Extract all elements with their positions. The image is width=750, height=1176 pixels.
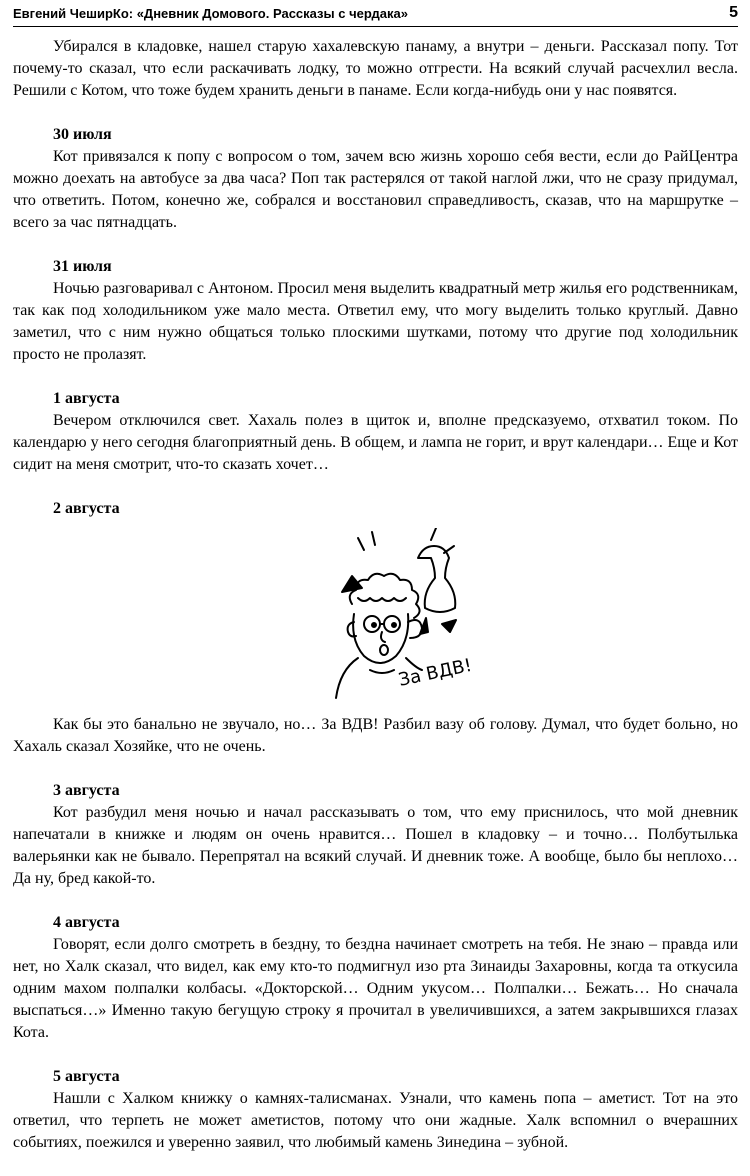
entry-date: 5 августа (53, 1068, 120, 1085)
page-number: 5 (729, 4, 738, 21)
entry-date: 2 августа (53, 500, 120, 517)
entry-date: 30 июля (53, 126, 112, 143)
diary-content (13, 36, 738, 1176)
entry-date: 4 августа (53, 914, 120, 931)
entry-date: 1 августа (53, 390, 120, 407)
entry-text: Как бы это банально не звучало, но… За ВДВ! Разбил вазу об голову. Думал, что будет больно, но Хахаль сказал Хозяйке, что не очень. (13, 716, 738, 755)
diary-entry (13, 256, 738, 366)
cartoon-illustration (318, 528, 478, 708)
illustration-caption: За ВДВ! (396, 654, 474, 691)
diary-entry (13, 1066, 738, 1154)
entry-text: Ночью разговаривал с Антоном. Просил меня выделить квадратный метр жилья его родственникам, так как под холодильником уже мало места. Ответил ему, что могу выделить только круглый. Давно заметил, что с ним нужно общаться только плоскими шутками, потому что другие под холодильник просто не пролазят. (13, 280, 738, 363)
running-title: Евгений ЧеширКо: «Дневник Домового. Рассказы с чердака» (13, 6, 408, 21)
diary-entry (13, 912, 738, 1044)
entry-text: Кот разбудил меня ночью и начал рассказывать о том, что ему приснилось, что мой дневник напечатали в книжке и людям он очень нравится… Пошел в кладовку – и точно… Полбутылька валерьянки как не бывало. Перепрятал на всякий случай. И дневник тоже. А вообще, было бы неплохо… Да ну, бред какой-то. (13, 804, 738, 887)
diary-entry (13, 36, 738, 102)
entry-text: Говорят, если долго смотреть в бездну, то бездна начинает смотреть на тебя. Не знаю – правда или нет, но Халк сказал, что видел, как ему кто-то подмигнул изо рта Зинаиды Захаровны, когда та откусила одним махом полпалки колбасы. «Докторской… Одним укусом… Полпалки… Бежать… Но сначала выспаться…» Именно такую бегущую строку я прочитал в увеличившихся, а затем закрывшихся глазах Кота. (13, 936, 738, 1041)
entry-text: Вечером отключился свет. Хахаль полез в щиток и, вполне предсказуемо, отхватил током. По календарю у него сегодня благоприятный день. В общем, и лампа не горит, и врут календари… Еще и Кот сидит на меня смотрит, что-то сказать хочет… (13, 412, 738, 473)
entry-date: 3 августа (53, 782, 120, 799)
entry-text: Кот привязался к попу с вопросом о том, зачем всю жизнь хорошо себя вести, если до РайЦентра можно доехать на автобусе за два часа? Поп так растерялся от такой наглой лжи, что не сразу придумал, что ответить. Потом, конечно же, собрался и восстановил справедливость, сказав, что на маршрутке – всего за час пятнадцать. (13, 148, 738, 231)
diary-entry (13, 388, 738, 476)
diary-entry (13, 124, 738, 234)
diary-entry (13, 498, 738, 758)
page-header (13, 4, 738, 27)
diary-entry (13, 780, 738, 890)
entry-text: Нашли с Халком книжку о камнях-талисманах. Узнали, что камень попа – аметист. Тот на это ответил, что терпеть не может аметистов, потому что они жадные. Халк вспомнил о вчерашних событиях, поежился и уверенно заявил, что любимый камень Зинедина – зубной. (13, 1090, 738, 1151)
entry-text: Убирался в кладовке, нашел старую хахалевскую панаму, а внутри – деньги. Рассказал попу. Тот почему-то сказал, что если раскачивать лодку, то можно отгрести. На всякий случай расчехлил весла. Решили с Котом, что тоже будем хранить деньги в панаме. Если когда-нибудь они у нас появятся. (13, 38, 738, 99)
entry-date: 31 июля (53, 258, 112, 275)
